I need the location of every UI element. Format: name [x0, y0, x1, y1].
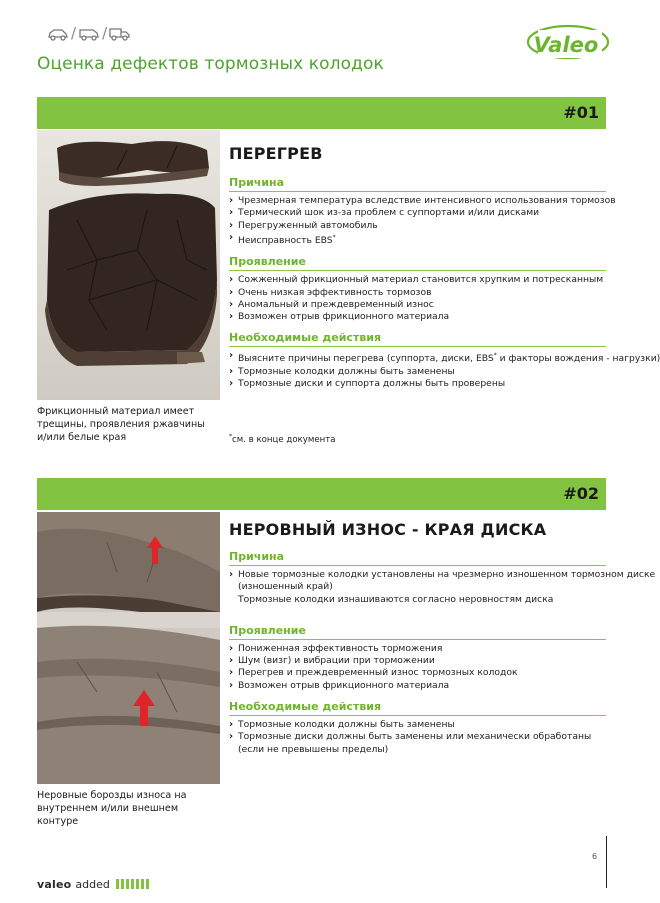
footer-brand: valeo — [37, 877, 72, 891]
chevron-right-icon: › — [229, 274, 234, 286]
subsection-heading: Причина — [229, 176, 606, 192]
list-item: › Тормозные диски должны быть заменены или механически обработаны (если не превышены пределы) — [229, 731, 592, 755]
vehicle-separator: / — [102, 24, 108, 42]
footnote: *см. в конце документа — [229, 433, 336, 445]
brake-pad-photo-overheat — [37, 130, 220, 400]
page-divider — [606, 836, 607, 888]
chevron-right-icon: › — [229, 207, 234, 219]
chevron-right-icon: › — [229, 195, 234, 206]
list-item: › Пониженная эффективность торможения — [229, 642, 443, 654]
section-title: ПЕРЕГРЕВ — [229, 144, 323, 163]
chevron-right-icon: › — [229, 311, 234, 323]
photo-caption: Неровные борозды износа на внутреннем и/или внешнем контуре — [37, 790, 187, 827]
subsection-heading: Необходимые действия — [229, 331, 606, 347]
vehicle-type-icons — [47, 26, 131, 41]
list-item: › Возможен отрыв фрикционного материала — [229, 679, 450, 691]
car-icon — [47, 27, 69, 41]
subsection-heading: Необходимые действия — [229, 700, 606, 716]
chevron-right-icon: › — [229, 667, 234, 679]
list-item: › Тормозные диски и суппорта должны быть проверены — [229, 378, 506, 390]
subsection-symptoms — [229, 255, 606, 323]
chevron-right-icon: › — [229, 642, 234, 654]
list-item: › Неисправность EBS* — [229, 231, 336, 246]
list-item: › Перегрев и преждевременный износ тормозных колодок — [229, 667, 518, 679]
truck-icon — [109, 27, 131, 41]
photo-caption: Фрикционный материал имеет трещины, проявления ржавчины и/или белые края — [37, 406, 205, 443]
list-item: › Шум (визг) и вибрации при торможении — [229, 655, 435, 667]
list-item: › Сожженный фрикционный материал становится хрупким и потресканным — [229, 274, 604, 286]
section-tag: #02 — [563, 484, 599, 503]
section-bar-02 — [37, 478, 606, 510]
footnote-mark: * — [229, 433, 232, 440]
list-item: › Выясните причины перегрева (суппорта, диски, EBS* и факторы вождения - нагрузки) — [229, 350, 660, 365]
section-tag: #01 — [563, 103, 599, 122]
footer-stripes-icon — [116, 879, 149, 889]
chevron-right-icon: › — [229, 569, 234, 580]
section-content-01 — [229, 144, 660, 390]
footnote-mark: * — [332, 233, 336, 241]
list-item: › Тормозные колодки должны быть заменены — [229, 365, 455, 377]
subsection-actions — [229, 331, 660, 390]
subsection-cause — [229, 176, 616, 247]
chevron-right-icon: › — [229, 719, 234, 731]
vehicle-separator: / — [71, 24, 77, 42]
chevron-right-icon: › — [229, 286, 234, 298]
page-number: 6 — [592, 852, 598, 861]
list-item: › Возможен отрыв фрикционного материала — [229, 311, 450, 323]
list-item: › Чрезмерная температура вследствие интенсивного использования тормозов — [229, 195, 616, 206]
van-icon — [78, 27, 100, 41]
footer-brand-band — [37, 877, 149, 891]
subsection-heading: Причина — [229, 550, 606, 566]
chevron-right-icon: › — [229, 231, 234, 243]
chevron-right-icon: › — [229, 219, 234, 231]
chevron-right-icon: › — [229, 378, 234, 390]
page-title: Оценка дефектов тормозных колодок — [37, 54, 384, 74]
section-content-02 — [229, 520, 656, 756]
chevron-right-icon: › — [229, 298, 234, 310]
section-title: НЕРОВНЫЙ ИЗНОС - КРАЯ ДИСКА — [229, 520, 547, 539]
chevron-right-icon: › — [229, 350, 234, 362]
list-item: › Новые тормозные колодки установлены на чрезмерно изношенном тормозном диске (изношенный край) Тормозные колодки изнашиваются согласно неровностям диска — [229, 569, 656, 605]
chevron-right-icon: › — [229, 731, 234, 743]
chevron-right-icon: › — [229, 679, 234, 691]
list-item: › Термический шок из-за проблем с суппортами и/или дисками — [229, 207, 540, 219]
section-bar-01 — [37, 97, 606, 129]
list-item: › Очень низкая эффективность тормозов — [229, 286, 432, 298]
list-item: › Перегруженный автомобиль — [229, 219, 378, 231]
subsection-cause — [229, 550, 656, 606]
chevron-right-icon: › — [229, 365, 234, 377]
subsection-heading: Проявление — [229, 255, 606, 271]
subsection-actions — [229, 700, 606, 756]
valeo-logo — [522, 22, 614, 74]
chevron-right-icon: › — [229, 655, 234, 667]
footer-added: added — [75, 877, 110, 891]
subsection-symptoms — [229, 624, 606, 692]
list-item: › Тормозные колодки должны быть заменены — [229, 719, 455, 731]
svg-text:Valeo: Valeo — [533, 33, 599, 57]
subsection-heading: Проявление — [229, 624, 606, 640]
brake-pad-photo-uneven-wear — [37, 512, 220, 784]
footnote-mark: * — [493, 352, 497, 360]
list-item: › Аномальный и преждевременный износ — [229, 298, 434, 310]
